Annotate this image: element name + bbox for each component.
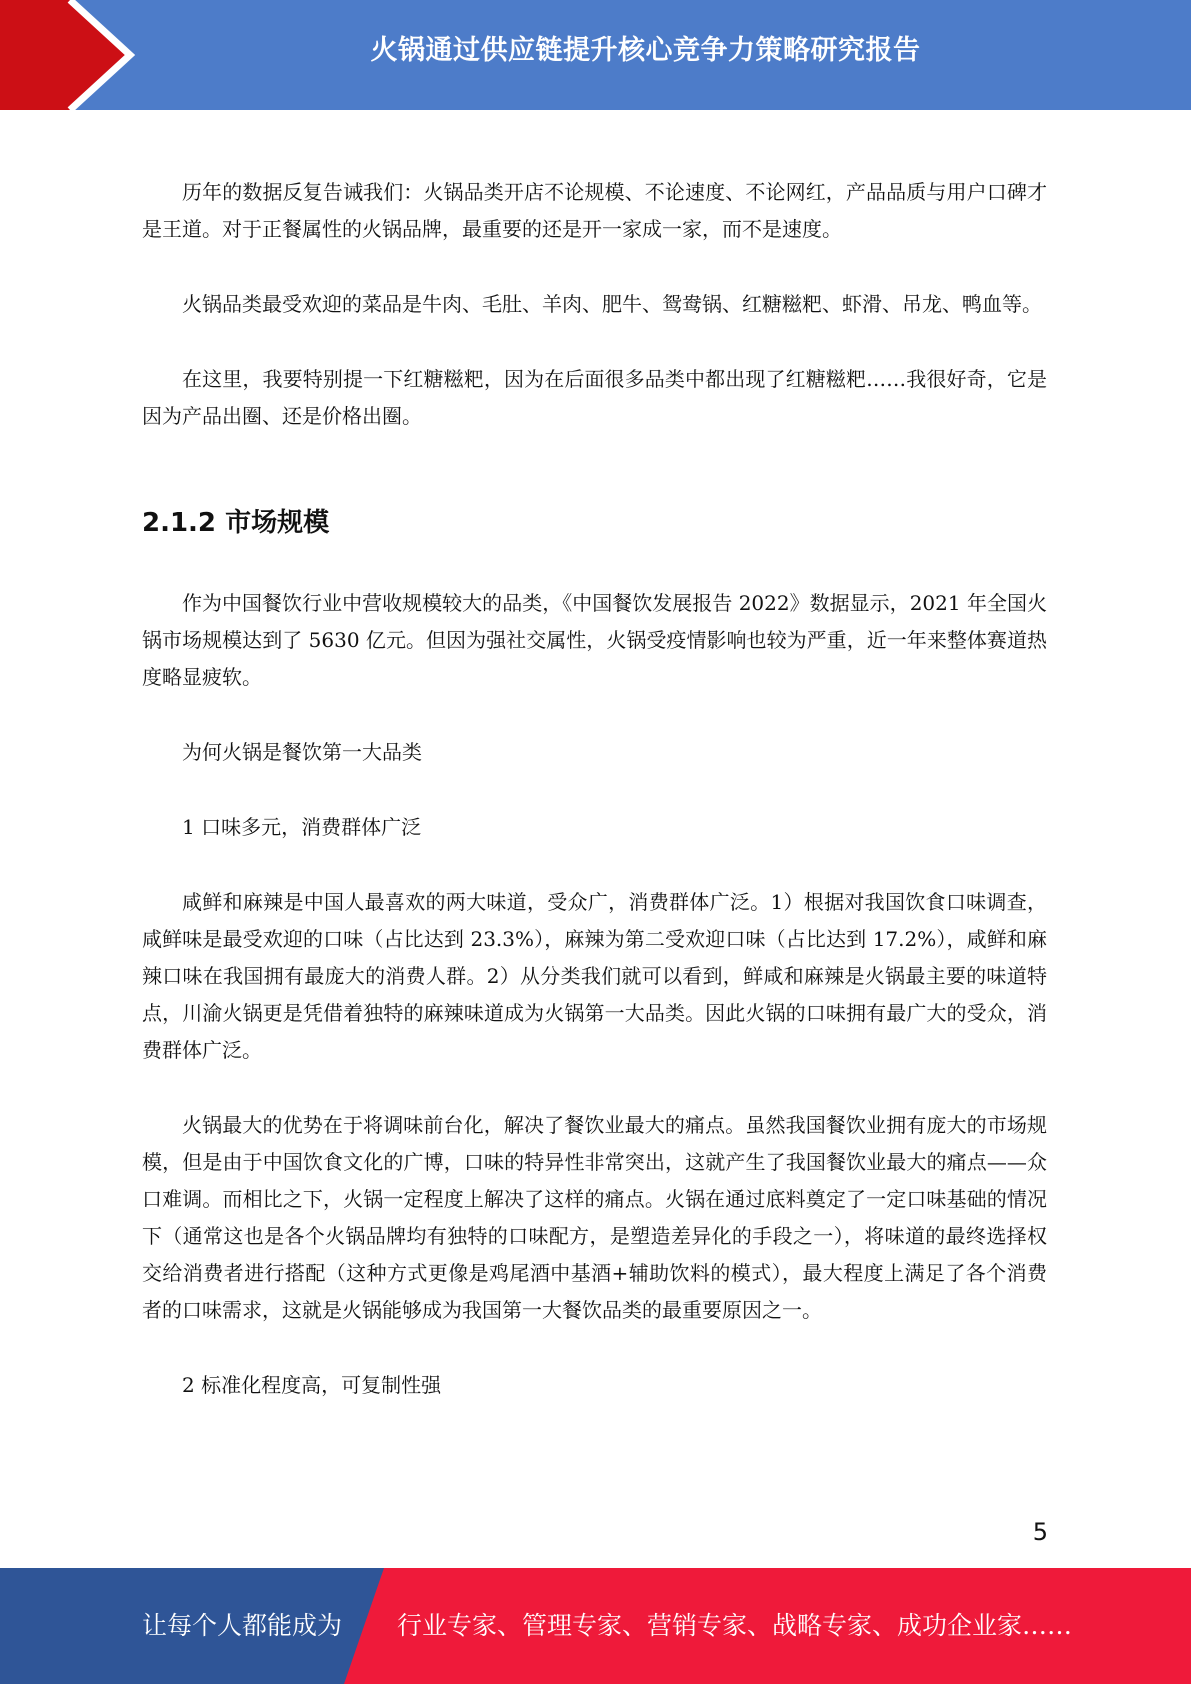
numbered-point: 2 标准化程度高，可复制性强	[182, 1373, 442, 1397]
document-title: 火锅通过供应链提升核心竞争力策略研究报告	[370, 35, 921, 66]
paragraph: 火锅最大的优势在于将调味前台化，解决了餐饮业最大的痛点。虽然我国餐饮业拥有庞大的市场规模，但是由于中国饮食文化的广博，口味的特异性非常突出，这就产生了我国餐饮业最大的痛点——众口难调。而相比之下，火锅一定程度上解决了这样的痛点。火锅在通过底料奠定了一定口味基础的情况下（通常这也是各个火锅品牌均有独特的口味配方，是塑造差异化的手段之一），将味道的最终选择权交给消费者进行搭配（这种方式更像是鸡尾酒中基酒+辅助饮料的模式），最大程度上满足了各个消费者的口味需求，这就是火锅能够成为我国第一大餐饮品类的最重要原因之一。	[142, 1113, 1047, 1322]
numbered-point: 1 口味多元，消费群体广泛	[182, 815, 422, 839]
paragraph: 火锅品类最受欢迎的菜品是牛肉、毛肚、羊肉、肥牛、鸳鸯锅、红糖糍粑、虾滑、吊龙、鸭血等。	[182, 292, 1042, 316]
paragraph: 咸鲜和麻辣是中国人最喜欢的两大味道，受众广，消费群体广泛。1）根据对我国饮食口味调查，咸鲜味是最受欢迎的口味（占比达到 23.3%），麻辣为第二受欢迎口味（占比达到 17.2%），咸鲜和麻辣口味在我国拥有最庞大的消费人群。2）从分类我们就可以看到，鲜咸和麻辣是火锅最主要的味道特点，川渝火锅更是凭借着独特的麻辣味道成为火锅第一大品类。因此火锅的口味拥有最广大的受众，消费群体广泛。	[142, 890, 1047, 1062]
paragraph: 历年的数据反复告诫我们：火锅品类开店不论规模、不论速度、不论网红，产品品质与用户口碑才是王道。对于正餐属性的火锅品牌，最重要的还是开一家成一家，而不是速度。	[142, 180, 1047, 241]
subheading-paragraph: 为何火锅是餐饮第一大品类	[182, 740, 422, 764]
page-number: 5	[1032, 1518, 1048, 1546]
header-red-arrow	[0, 0, 130, 110]
paragraph: 在这里，我要特别提一下红糖糍粑，因为在后面很多品类中都出现了红糖糍粑……我很好奇，它是因为产品出圈、还是价格出圈。	[142, 367, 1047, 428]
footer-slogan-right: 行业专家、管理专家、营销专家、战略专家、成功企业家……	[397, 1611, 1073, 1640]
page-footer	[0, 1568, 1191, 1684]
footer-slogan-left: 让每个人都能成为	[142, 1611, 343, 1640]
page-header	[0, 0, 1191, 110]
section-heading: 2.1.2 市场规模	[142, 508, 330, 538]
main-content	[142, 160, 1047, 1404]
paragraph: 作为中国餐饮行业中营收规模较大的品类，《中国餐饮发展报告 2022》数据显示，2021 年全国火锅市场规模达到了 5630 亿元。但因为强社交属性，火锅受疫情影响也较为严重，近一年来整体赛道热度略显疲软。	[142, 591, 1047, 689]
header-arrow-decoration	[0, 0, 160, 110]
